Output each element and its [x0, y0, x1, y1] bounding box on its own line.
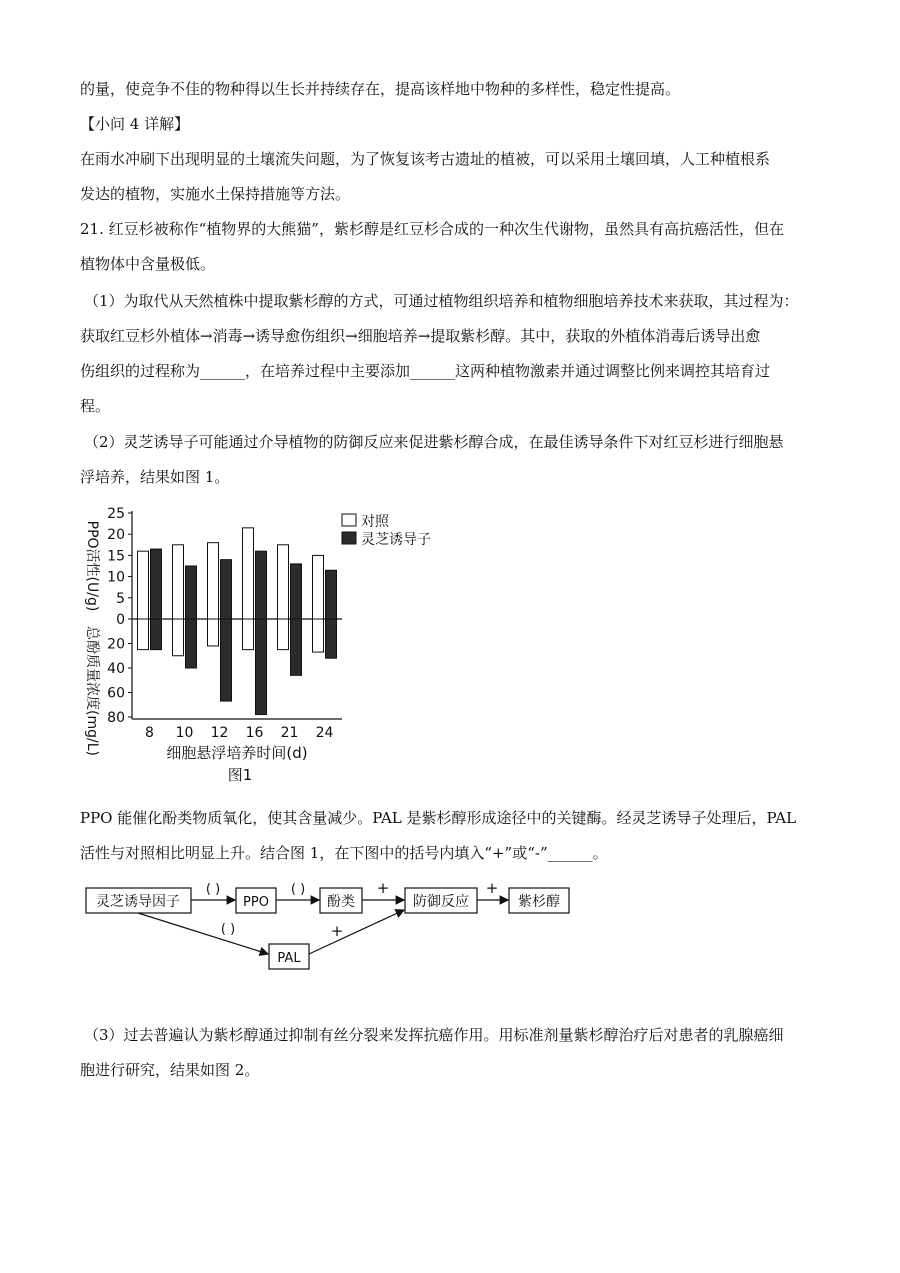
- y-tick-label: 0: [116, 612, 125, 628]
- bar-ppo-inducer: [186, 566, 197, 619]
- blank-bracket-inducer-pal: ( ): [220, 922, 236, 937]
- y-tick-label: 60: [107, 685, 125, 702]
- y-tick-label: 25: [107, 506, 125, 522]
- text-line: 在雨水冲刷下出现明显的土壤流失问题，为了恢复该考古遗址的植被，可以采用土壤回填，人工种植根系: [80, 150, 771, 168]
- bar-phenol-inducer: [151, 619, 162, 650]
- bar-ppo-control: [138, 551, 149, 619]
- x-tick-label: 21: [280, 725, 299, 741]
- x-tick-label: 12: [210, 725, 229, 741]
- y-axis-title-ppo: PPO活性(U/g): [84, 520, 100, 612]
- bar-ppo-inducer: [221, 560, 232, 619]
- legend-label: 对照: [361, 514, 389, 530]
- bar-phenol-inducer: [291, 619, 302, 675]
- node-phenol-label: 酚类: [327, 894, 355, 910]
- y-tick-label: 10: [107, 569, 125, 586]
- bar-phenol-control: [313, 619, 324, 652]
- bar-phenol-control: [278, 619, 289, 650]
- text-line-with-blank: 活性与对照相比明显上升。结合图 1，在下图中的括号内填入“+”或“-”______。: [80, 844, 608, 862]
- legend-swatch: [342, 532, 356, 544]
- blank-bracket-ppo-phenol: ( ): [290, 882, 306, 897]
- text-line: PPO 能催化酚类物质氧化，使其含量减少。PAL 是紫杉醇形成途径中的关键酶。经灵芝诱导子处理后，PAL: [80, 809, 797, 827]
- subquestion-2: （2）灵芝诱导子可能通过介导植物的防御反应来促进紫杉醇合成，在最佳诱导条件下对红豆杉进行细胞悬: [84, 433, 784, 451]
- bar-ppo-inducer: [291, 564, 302, 619]
- subquestion-3: （3）过去普遍认为紫杉醇通过抑制有丝分裂来发挥抗癌作用。用标准剂量紫杉醇治疗后对患者的乳腺癌细: [84, 1026, 784, 1044]
- arrow-inducer-pal: [138, 913, 268, 954]
- bar-phenol-inducer: [256, 619, 267, 715]
- bar-phenol-inducer: [186, 619, 197, 668]
- node-inducer-label: 灵芝诱导因子: [96, 894, 180, 910]
- pathway-diagram: [80, 876, 580, 976]
- bar-ppo-control: [173, 545, 184, 619]
- node-defense-label: 防御反应: [413, 894, 469, 910]
- figure-caption: 图1: [227, 766, 253, 784]
- bar-ppo-control: [208, 543, 219, 619]
- section-heading: 【小问 4 详解】: [80, 115, 190, 133]
- bar-phenol-inducer: [221, 619, 232, 701]
- y-tick-label: 80: [107, 710, 125, 726]
- text-line: 胞进行研究，结果如图 2。: [80, 1061, 260, 1079]
- legend-swatch: [342, 514, 356, 526]
- bar-ppo-control: [313, 555, 324, 619]
- blank-bracket-inducer-ppo: ( ): [205, 882, 221, 897]
- y-tick-label: 20: [107, 636, 125, 653]
- plus-sign-phenol-defense: +: [376, 879, 390, 897]
- legend-label: 灵芝诱导子: [361, 532, 431, 548]
- plus-sign-pal-defense: +: [330, 922, 344, 940]
- text-line: 发达的植物，实施水土保持措施等方法。: [80, 185, 351, 203]
- x-tick-label: 24: [315, 725, 334, 741]
- bar-ppo-inducer: [256, 551, 267, 619]
- y-axis-title-phenol: 总酚质量浓度(mg/L): [84, 626, 100, 756]
- text-line: 程。: [80, 397, 111, 415]
- node-pal-label: PAL: [277, 951, 301, 966]
- y-tick-label: 15: [107, 548, 125, 565]
- text-line: 的量，使竞争不佳的物种得以生长并持续存在，提高该样地中物种的多样性，稳定性提高。: [80, 80, 681, 98]
- bar-phenol-control: [208, 619, 219, 646]
- text-line: 获取红豆杉外植体→消毒→诱导愈伤组织→细胞培养→提取紫杉醇。其中，获取的外植体消毒后诱导出愈: [80, 327, 761, 345]
- bar-phenol-control: [138, 619, 149, 650]
- question-21-stem: 21. 红豆杉被称作“植物界的大熊猫”，紫杉醇是红豆杉合成的一种次生代谢物，虽然具有高抗癌活性，但在: [80, 220, 784, 238]
- text-line: 植物体中含量极低。: [80, 255, 216, 273]
- text-line-with-blanks: 伤组织的过程称为______，在培养过程中主要添加______这两种植物激素并通过调整比例来调控其培育过: [80, 362, 771, 380]
- bar-ppo-control: [278, 545, 289, 619]
- x-axis-title: 细胞悬浮培养时间(d): [166, 744, 308, 762]
- bar-ppo-control: [243, 528, 254, 619]
- bar-phenol-control: [243, 619, 254, 650]
- bar-ppo-inducer: [151, 549, 162, 619]
- x-tick-label: 10: [175, 725, 194, 741]
- plus-sign-defense-taxol: +: [485, 879, 499, 897]
- subquestion-1: （1）为取代从天然植株中提取紫杉醇的方式，可通过植物组织培养和植物细胞培养技术来获取，其过程为：: [84, 292, 799, 310]
- y-tick-label: 40: [107, 661, 125, 677]
- x-tick-label: 16: [245, 725, 264, 741]
- bar-phenol-inducer: [326, 619, 337, 658]
- y-tick-label: 20: [107, 527, 125, 544]
- text-line: 浮培养，结果如图 1。: [80, 468, 230, 486]
- arrow-pal-defense: [309, 910, 404, 954]
- bar-ppo-inducer: [326, 570, 337, 619]
- node-ppo-label: PPO: [243, 895, 269, 910]
- node-taxol-label: 紫杉醇: [518, 894, 560, 910]
- bar-phenol-control: [173, 619, 184, 656]
- figure-1-chart: [80, 500, 460, 790]
- x-tick-label: 8: [145, 725, 154, 741]
- y-tick-label: 5: [116, 590, 125, 607]
